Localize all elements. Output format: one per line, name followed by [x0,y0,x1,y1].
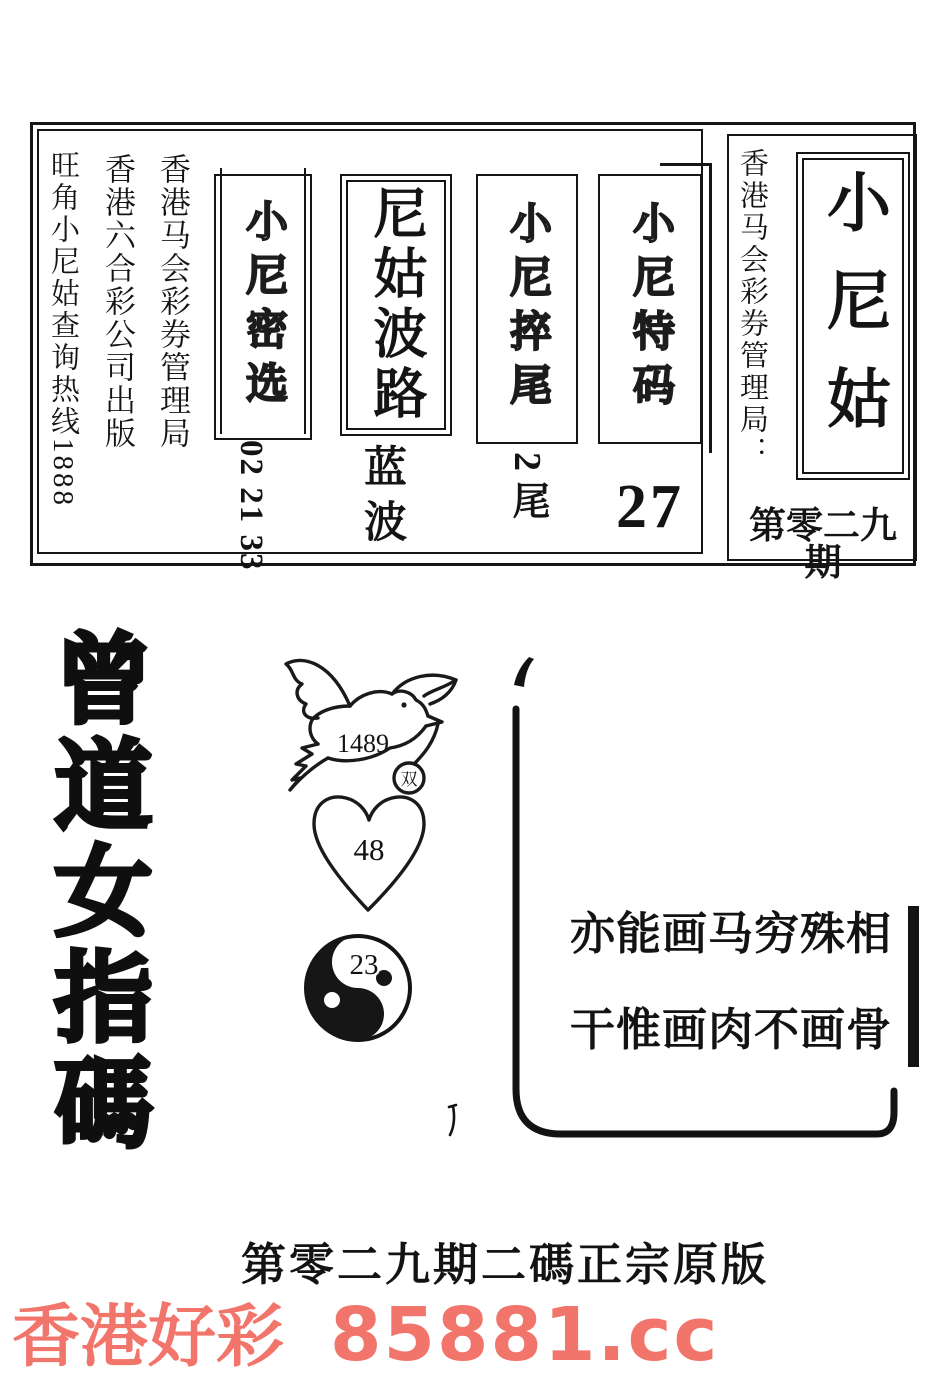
bracket-frame [495,645,935,1165]
tip-special-number-value: 27 [616,473,684,541]
publisher-column: 香港六合彩公司出版 [100,153,135,450]
heart-number: 48 [353,832,385,867]
tick-mark [442,1102,462,1142]
bottom-issue-line: 第零二九期二碼正宗原版 [240,1240,769,1290]
accent-bar [908,906,919,1067]
masthead-title-box [796,152,910,480]
dove-icon [286,660,456,793]
tip-box-secret-pick-title: 小尼密选 [240,199,286,415]
masthead-title: 小尼姑 [818,169,889,463]
tip-box-wave-road [340,174,452,436]
tip-box-tail-title: 小尼捽尾 [504,201,550,417]
authority-column: 香港马会彩券管理局 [155,153,190,450]
taiji-number: 23 [349,949,379,981]
special-number-corner-right [709,163,712,453]
comma-mark [514,657,534,687]
footer-site-name: 香港好彩 [12,1298,285,1377]
footer-site-domain: 85881.cc [330,1292,720,1378]
dove-number: 1489 [337,729,389,758]
issue-number-label: 第零二九期 [749,506,897,584]
tip-box-tail [476,174,578,444]
special-number-corner-top [660,163,712,166]
right-authority-column: 香港马会彩券管理局： [736,148,768,468]
couplet-line-2: 干惟画肉不画骨 [570,1005,893,1055]
footer-branding [12,1292,720,1378]
tip-wave-road-value: 蓝波 [358,444,405,554]
headline-vertical-title: 曾道女指碼 [38,628,152,1158]
tip-tail-value: 2尾 [506,452,548,529]
balloon-label: 双 [400,770,418,789]
tip-box-wave-road-title: 尼姑波路 [366,185,426,425]
tip-secret-pick-numbers: 02 21 33 [233,440,269,572]
hotline-column: 旺角小尼姑查询热线1888 [47,150,79,508]
couplet-line-1: 亦能画马穷殊相 [570,909,893,959]
tip-box-special-number-title: 小尼特码 [627,201,673,417]
dove-heart-taiji-graphic [266,648,476,1068]
tip-box-secret-pick [214,174,312,440]
tip-box-special-number [598,174,702,444]
